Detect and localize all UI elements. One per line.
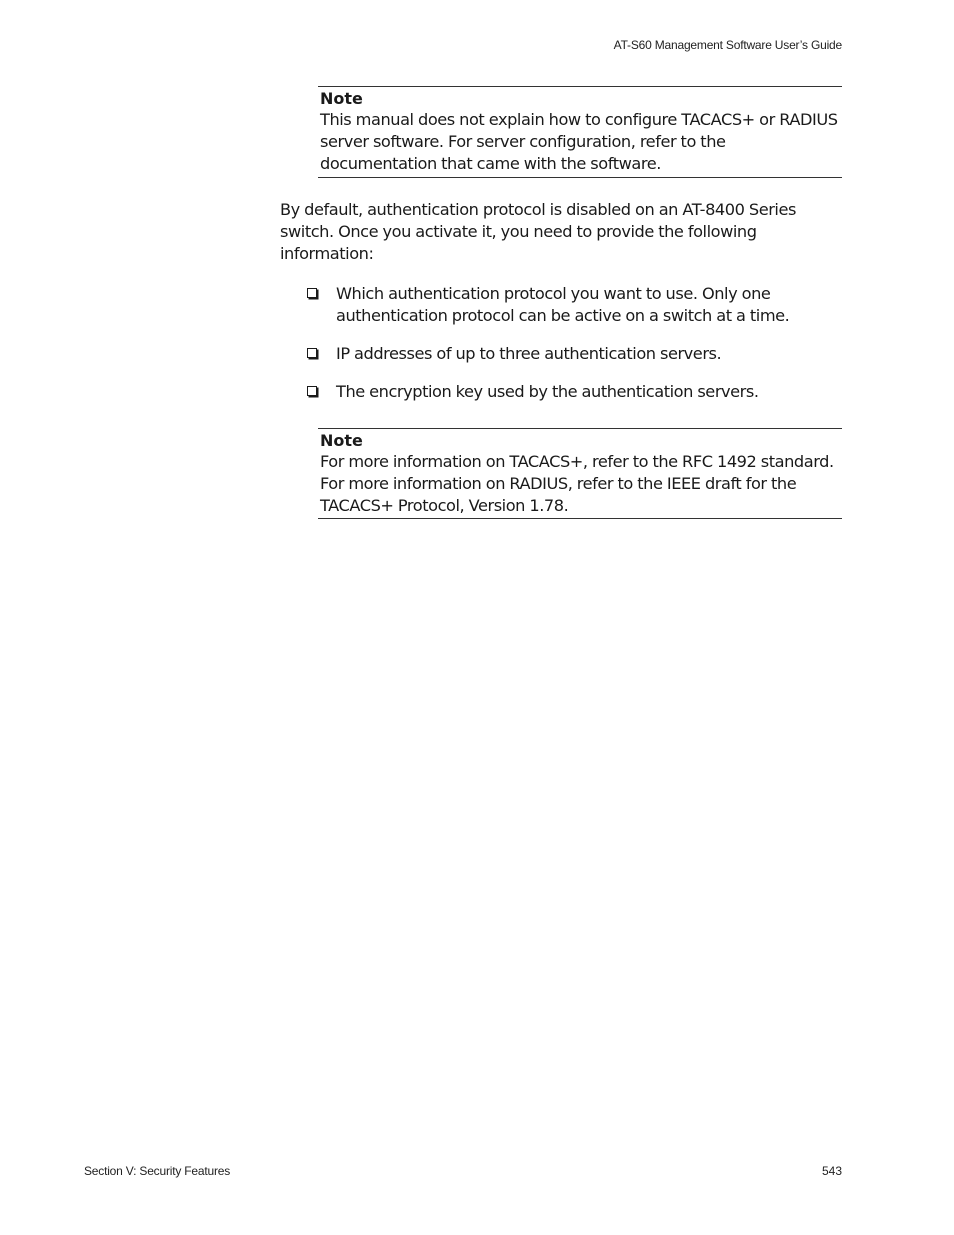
footer-section-title: Section V: Security Features <box>84 1164 231 1178</box>
checkbox-bullet-icon <box>307 386 317 396</box>
note-body: For more information on TACACS+, refer to the RFC 1492 standard. For more information on RADIUS, refer to the IEEE draft for the TACACS+ Protocol, Version 1.78. <box>320 452 834 515</box>
page-number: 543 <box>821 1164 842 1178</box>
running-header-title: AT-S60 Management Software User’s Guide <box>613 38 842 52</box>
list-item-text: The encryption key used by the authentication servers. <box>336 382 759 401</box>
checkbox-bullet-icon <box>307 348 317 358</box>
note-body: This manual does not explain how to configure TACACS+ or RADIUS server software. For server configuration, refer to the documentation that came with the software. <box>320 110 838 173</box>
note-heading: Note <box>320 431 363 450</box>
intro-paragraph: By default, authentication protocol is disabled on an AT-8400 Series switch. Once you activate it, you need to provide the following information: <box>280 200 796 263</box>
requirements-list <box>307 283 842 403</box>
list-item <box>307 343 842 365</box>
list-item <box>307 381 842 403</box>
note-heading: Note <box>320 89 363 108</box>
list-item-text: Which authentication protocol you want to use. Only one authentication protocol can be active on a switch at a time. <box>336 284 790 325</box>
list-item <box>307 283 842 327</box>
list-item-text: IP addresses of up to three authentication servers. <box>336 344 722 363</box>
checkbox-bullet-icon <box>307 288 317 298</box>
note-box-1 <box>318 86 842 178</box>
note-box-2 <box>318 428 842 519</box>
